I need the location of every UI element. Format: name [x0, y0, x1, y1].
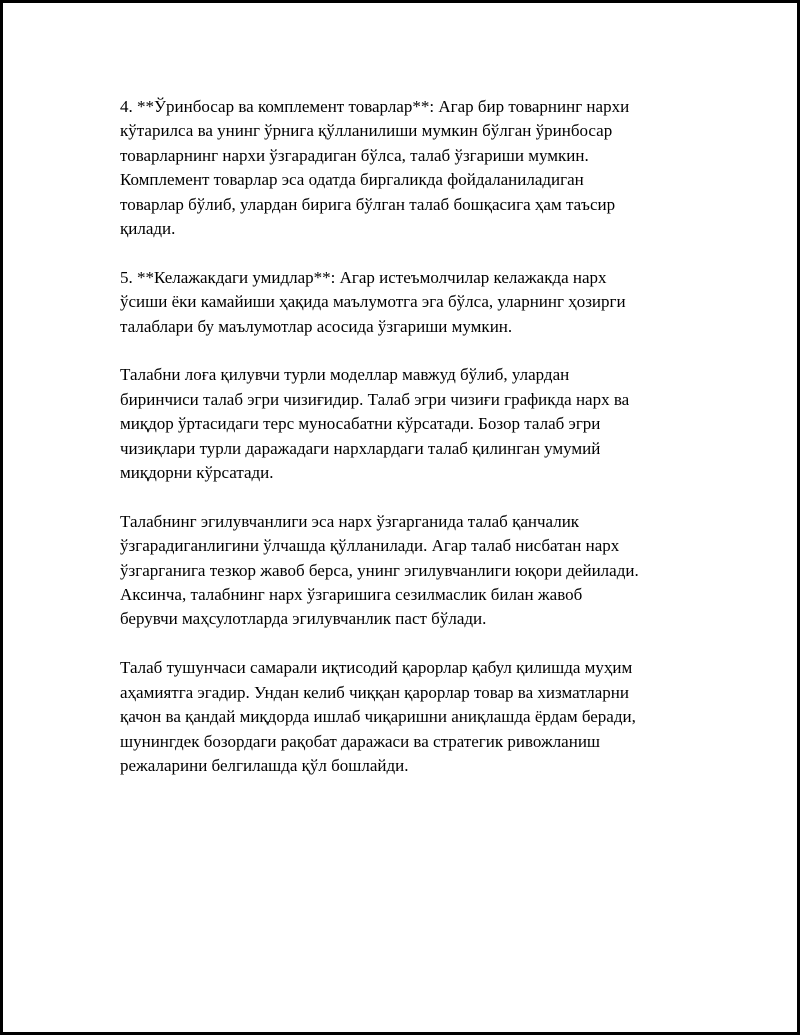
text-line: режаларини белгилашда қўл бошлайди.: [120, 755, 409, 775]
text-line: товарларнинг нархи ўзгарадиган бўлса, талаб ўзгариши мумкин.: [120, 145, 589, 165]
text-line: чизиқлари турли даражадаги нархлардаги талаб қилинган умумий: [120, 438, 601, 458]
text-line: 5. **Келажакдаги умидлар**: Агар истеъмолчилар келажакда нарх: [120, 267, 607, 287]
text-line: миқдорни кўрсатади.: [120, 463, 274, 483]
text-line: қилади.: [120, 219, 176, 239]
paragraph-demand-curve: [120, 363, 690, 485]
text-line: берувчи маҳсулотларда эгилувчанлик паст бўлади.: [120, 609, 487, 629]
text-line: кўтарилса ва унинг ўрнига қўлланилиши мумкин бўлган ўринбосар: [120, 121, 613, 141]
paragraph-future-expectations: [120, 266, 690, 339]
text-line: миқдор ўртасидаги терс муносабатни кўрсатади. Бозор талаб эгри: [120, 414, 601, 434]
text-line: ўсиши ёки камайиши ҳақида маълумотга эга бўлса, уларнинг ҳозирги: [120, 292, 626, 312]
text-line: Аксинча, талабнинг нарх ўзгаришига сезилмаслик билан жавоб: [120, 585, 583, 605]
text-line: Талабни лоға қилувчи турли моделлар мавжуд бўлиб, улардан: [120, 365, 570, 385]
text-line: Талаб тушунчаси самарали иқтисодий қарорлар қабул қилишда муҳим: [120, 658, 633, 678]
text-line: шунингдек бозордаги рақобат даражаси ва стратегик ривожланиш: [120, 731, 601, 751]
text-line: аҳамиятга эгадир. Ундан келиб чиққан қарорлар товар ва хизматларни: [120, 682, 629, 702]
text-line: талаблари бу маълумотлар асосида ўзгариши мумкин.: [120, 316, 513, 336]
paragraph-demand-importance: [120, 656, 690, 778]
text-line: Комплемент товарлар эса одатда биргаликда фойдаланиладиган: [120, 170, 584, 190]
text-line: Талабнинг эгилувчанлиги эса нарх ўзгарганида талаб қанчалик: [120, 511, 580, 531]
text-line: 4. **Ўринбосар ва комплемент товарлар**: Агар бир товарнинг нархи: [120, 97, 630, 116]
text-line: биринчиси талаб эгри чизиғидир. Талаб эгри чизиғи графикда нарх ва: [120, 389, 630, 409]
text-line: қачон ва қандай миқдорда ишлаб чиқаришни аниқлашда ёрдам беради,: [120, 707, 636, 727]
text-line: ўзгарганига тезкор жавоб берса, унинг эгилувчанлиги юқори дейилади.: [120, 560, 639, 580]
document-body: [120, 95, 690, 803]
text-line: товарлар бўлиб, улардан бирига бўлган талаб бошқасига ҳам таъсир: [120, 194, 616, 214]
paragraph-demand-elasticity: [120, 510, 690, 632]
paragraph-substitute-complement-goods: [120, 95, 690, 241]
text-line: ўзгарадиганлигини ўлчашда қўлланилади. Агар талаб нисбатан нарх: [120, 536, 620, 556]
